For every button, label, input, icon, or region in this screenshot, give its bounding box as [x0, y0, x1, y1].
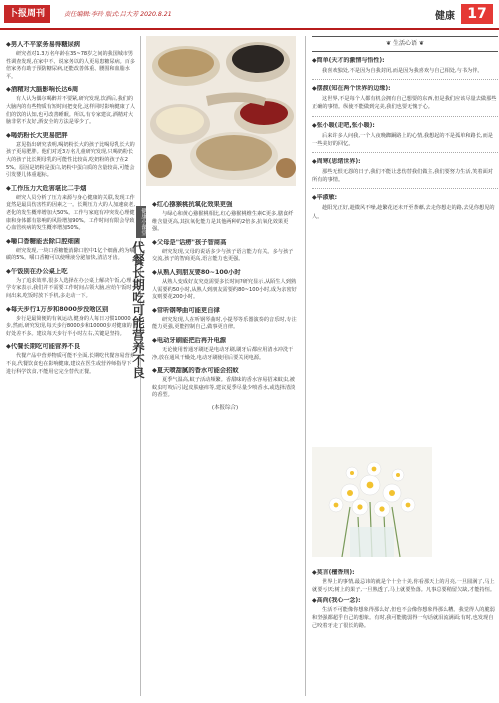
article-body: 为了追求效率,很多人选择在办公桌上解决午饭,心理学专家表示,我们并不需要工作时间占领大脑,应给午饭时间出来,吃饭时放下手机,多走动一下。 [6, 277, 132, 300]
article [152, 337, 298, 362]
quote-item [312, 194, 498, 220]
article-body: 与绿心和黄心猕猴桃相比,红心猕猴桃维生素C更多,膳食纤维含量更高,其抗氧化能力是其他两种的2倍多,抗氧化效果更强。 [152, 211, 294, 233]
article [6, 306, 136, 339]
article-heading: ◆代餐长期吃可能营养不良 [6, 343, 81, 351]
page-header [0, 0, 499, 30]
article-body: 研究发现,一块口香糖能消除口腔中1亿个细菌,约为嚼碳的5%。嚼口香糖可以使唾液分泌加快,清洁牙齿。 [6, 247, 135, 262]
quote-heading: ◆简单(天才的激情与悟性): [312, 57, 385, 64]
article [152, 201, 298, 234]
article-body: 有人认为偶尔喝醉并不要紧,研究发现,饮酒后,我们的大脑内的有些物质有短时间把变化,这样同时影响健康了人们的饮的认知,也可改善睡眠。所以,有专家建议,酒精对大脑非常不友好,酒安全的方法是零少了。 [6, 96, 135, 126]
column-kicker: 健康小课堂 [136, 206, 146, 238]
quote-item [312, 122, 498, 148]
quote-body: 后来许多人问我,一个人夜晚踟蹰路上的心情,我想起的不是孤单和路长,而是一些美好的回忆。 [312, 132, 493, 147]
quote-item [312, 85, 498, 111]
article-body: 研究人员分析了压力来源与身心健康的关联,发现工作竟然是最具伤害性的因素之一。长期压力大的人加速衰老,老化的发生概率增加大50%。工作与家庭有冲突发心理健康和身体都有影响的风险增加90%。工作时间有限会导致心血管疾病的发生概率增加50%。 [6, 194, 135, 232]
article [6, 185, 136, 233]
article-body: 步行是最简便的有氧运动,健身的人每日习惯10000步,然而,研究发现,每天步行8000步和10000步对健康的好处差不多。建议每天步行半小时左右,关键是坚持。 [6, 315, 132, 337]
article-heading: ◆男人不平家务易得糖尿病 [6, 41, 81, 48]
quote-heading: ◆高尚(我心一念): [312, 597, 361, 604]
daisy-illustration [312, 447, 432, 557]
column-3 [312, 36, 498, 221]
article-heading: ◆从熟人到朋友要80~100小时 [152, 268, 241, 276]
article [152, 307, 298, 332]
quote-item [312, 569, 498, 594]
box-title [312, 36, 498, 52]
article-heading: ◆常听钢琴曲可能更自律 [152, 306, 220, 314]
article-heading: ◆每天步行1万步和8000步没啥区别 [6, 305, 109, 313]
page-number: 17 [461, 4, 493, 24]
article [6, 238, 136, 263]
article [152, 239, 298, 264]
article [6, 343, 136, 376]
article [152, 269, 298, 302]
article-body: 夏季气温高,蚊子活动频繁。香甜味的香水容易招来蚊虫,被蚊虫叮咬后引起皮肤瘙痒等,建议夏季尽量少喷香水,或选择清淡的香型。 [152, 377, 296, 399]
article [152, 367, 298, 400]
end-note: (本报综合) [211, 404, 239, 411]
quote-body: 世界上的事情,最忌讳的就是个十全十美,你看那天上的月亮,一旦圆满了,马上就要亏厌;树上的果子,一旦熟透了,马上就要坠落。凡事总要稍留欠缺,才能持恒。 [312, 579, 496, 593]
quote-body: 这世界,不是每个人都有机会拥有自己想要的东西,但是我们应该尽量去做那些正确的事情。纵使不能做到完美,我们也要无愧于心。 [312, 96, 497, 111]
article-body: 研究发现,人在听钢琴曲时,小提琴等乐器演奏的音乐时,专注能力更强,更能控制自己,做事更自律。 [152, 316, 297, 331]
quote-heading: ◆莫言(檀香刑): [312, 569, 355, 576]
article-heading: ◆电动牙刷能把后再升电源 [152, 336, 227, 344]
article-body: 研究者对1.3万名年龄在35~78岁之间的我国城市男性调查发现,在家中不、说家务以的人更易患糖尿病。百多倍家务有助于预防糖尿病,还能改善体重、腰围和血脂水平。 [6, 51, 135, 80]
grains-illustration [146, 36, 296, 186]
quote-heading: ◆张小暖(走吧,张小暖): [312, 121, 375, 129]
grains-photo [146, 36, 296, 186]
masthead: 卜报周刊 [4, 5, 50, 23]
quote-heading: ◆摆渡(知在两个世界的边缘): [312, 85, 391, 93]
article-body: 意见指出研究表明,喝奶粉长大的孩子比喝母乳长大的孩子更易肥胖。他们对近3万名儿童研究发现,只喝奶粉长大的孩子比长期母乳的可能性比较高,吃奶粉的孩子在25%。原因是奶粉是蛋白,奶粉中蛋白质的含量较高,可能会引发婴儿体重超标。 [6, 141, 135, 179]
divider [312, 116, 498, 117]
quote-body: 我喜欢独处,不是因为自我封闭,而是因为我喜欢与自己相处,与书为伴。 [322, 68, 483, 74]
column-divider [305, 36, 306, 696]
main-title: 代餐长期吃可能营养不良 [130, 240, 146, 378]
divider [312, 152, 498, 153]
quote-body: 生活不可能像你想象得那么好,但也不会像你想象得那么糟。我觉得人的脆弱和坚强都超乎自己的想象。有时,我可能脆弱得一句话就泪流满面;有时,也发现自己咬着牙走了很长的路。 [312, 607, 495, 629]
article-body: 从熟人变成好友究竟需要多长时间?研究显示,从陌生人到熟人需要约50小时,从熟人到朋友需要约80~100小时,成为亲密好友则要花200小时。 [152, 278, 297, 301]
column-3-lower [312, 566, 498, 630]
daisy-photo [312, 447, 432, 557]
article-heading: ◆夏天喷甜腻的香水可能会招蚊 [152, 367, 239, 375]
article-body: 无论使用普通牙刷还是电动牙刷,刷牙后都应用清水冲洗干净,放在通风干燥处,电动牙刷使用后要关闭电源。 [152, 346, 294, 361]
main-title-block [130, 206, 152, 378]
divider [312, 79, 498, 80]
article [6, 132, 136, 180]
quote-body: 那些无恨无怨的日子,我们不能让悲伤替我们做主,我们要努力生活,笑着面对所有的事情。 [312, 169, 493, 184]
article-body: 研究发现,父母的说话多少与孩子语言能力有关。多与孩子交流,孩子的智商更高,语言能力也更强。 [152, 248, 294, 263]
article-heading: ◆红心猕猴桃抗氧化效果更强 [152, 201, 233, 208]
box-title-text: 生活心语 [392, 40, 417, 47]
article-body: 代餐产品中营养物质可能不全面,长期吃代餐容易营养不良,代餐饮食也在影响健康,建议在医生或营养师指导下进行科学饮食,不能用它完全替代正餐。 [6, 353, 135, 375]
editor-line: 责任编辑:李玲 版式:吕大芳 2020.8.21 [64, 11, 172, 18]
article-heading: ◆午饭别在办公桌上吃 [6, 267, 68, 275]
article-heading: ◆酒精对大脑影响长达6周 [6, 86, 79, 94]
quote-item [312, 57, 498, 75]
quote-heading: ◆周寒(思绪世界): [312, 158, 361, 166]
article [6, 86, 136, 126]
quote-body: 趁阳光正好,趁微风不噪,趁繁花还未开至荼蘼,去走你想走的路,去见你想见的人。 [312, 205, 495, 220]
article [6, 268, 136, 301]
leaf-icon: ❦ [386, 40, 393, 47]
quote-item [312, 597, 498, 630]
quote-item [312, 158, 498, 184]
article-heading: ◆喝奶粉长大更易肥胖 [6, 131, 68, 139]
column-2 [152, 196, 298, 411]
leaf-icon: ❦ [417, 40, 424, 47]
article [6, 41, 136, 81]
divider [312, 188, 498, 189]
section-name: 健康 [435, 11, 455, 22]
article-heading: ◆父母是"话痨"孩子智商高 [152, 238, 227, 246]
column-1 [6, 36, 136, 376]
article-heading: ◆工作压力大危害堪比二手烟 [6, 184, 87, 192]
quote-heading: ◆毕淑敏: [312, 194, 338, 202]
article-heading: ◆嚼口香糖能去除口腔细菌 [6, 237, 81, 245]
